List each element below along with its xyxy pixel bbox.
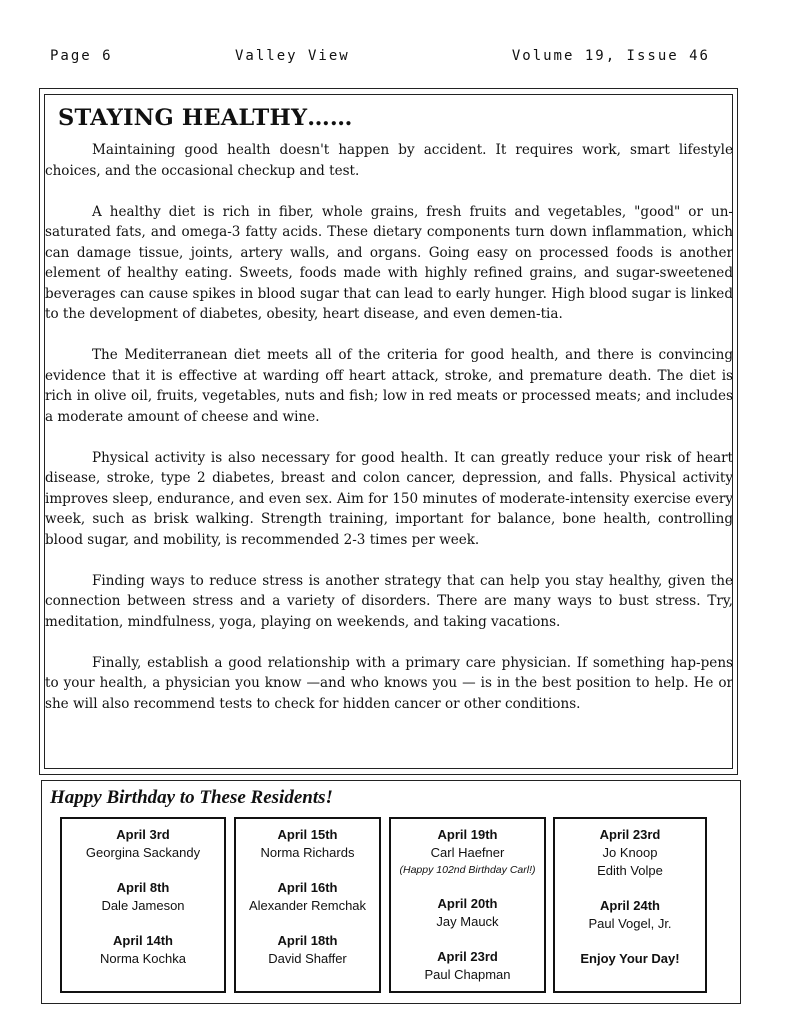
birthday-name: Paul Vogel, Jr. xyxy=(588,916,672,931)
article-paragraph: A healthy diet is rich in fiber, whole grains, fresh fruits and vegetables, "good" or un-saturated fats, and omega-3 fatty acids. These dietary components turn down inflammation, which can damage tissue, joints, artery walls, and organs. Going easy on processed foods is another element of healthy eating. Sweets, foods made with highly refined grains, and sugar-sweetened beverages can cause spikes in blood sugar that can lead to early hunger. High blood sugar is linked to the development of diabetes, obesity, heart disease, and even demen-tia. xyxy=(45,203,733,322)
article-paragraph: Finding ways to reduce stress is another strategy that can help you stay healthy, given the connection between stress and a variety of disorders. There are many ways to bust stress. Try, meditation, mindfulness, yoga, playing on weekends, and taking vacations. xyxy=(45,572,733,630)
article-paragraph: Maintaining good health doesn't happen by accident. It requires work, smart lifestyle choices, and the occasional checkup and test. xyxy=(45,142,733,179)
birthday-name: Jo Knoop xyxy=(602,845,658,860)
birthday-name: Georgina Sackandy xyxy=(85,845,201,860)
birthday-date: April 23rd xyxy=(437,949,498,964)
article-body xyxy=(45,140,733,735)
birthday-name: Carl Haefner xyxy=(430,845,505,860)
birthday-date: April 23rd xyxy=(599,827,661,842)
birthday-name: Norma Richards xyxy=(260,845,355,860)
birthday-box-2 xyxy=(234,817,381,993)
birthday-name: David Shaffer xyxy=(268,951,347,966)
birthday-box-4 xyxy=(553,817,707,993)
birthday-name: Jay Mauck xyxy=(436,914,499,929)
birthday-section-title: Happy Birthday to These Residents! xyxy=(50,787,333,808)
birthday-date: April 15th xyxy=(277,827,338,842)
publication-name: Valley View xyxy=(235,48,350,64)
birthday-date: April 20th xyxy=(437,896,498,911)
birthday-name: Dale Jameson xyxy=(101,898,185,913)
birthday-name: Alexander Remchak xyxy=(248,898,367,913)
birthday-box-1 xyxy=(60,817,226,993)
birthday-name: Norma Kochka xyxy=(100,951,186,966)
birthday-box-3 xyxy=(389,817,546,993)
birthday-date: April 24th xyxy=(600,898,660,913)
birthday-name: Paul Chapman xyxy=(424,967,511,982)
birthday-note: (Happy 102nd Birthday Carl!) xyxy=(399,864,536,876)
birthday-date: April 16th xyxy=(277,880,338,895)
birthday-date: April 18th xyxy=(277,933,338,948)
page-number: Page 6 xyxy=(50,48,113,64)
birthday-date: April 3rd xyxy=(116,827,170,842)
article-paragraph: Physical activity is also necessary for good health. It can greatly reduce your risk of heart disease, stroke, type 2 diabetes, breast and colon cancer, depression, and falls. Physical activity improves sleep, endurance, and even sex. Aim for 150 minutes of moderate-intensity exercise every week, such as brisk walking. Strength training, important for balance, bone health, controlling blood sugar, and mobility, is recommended 2-3 times per week. xyxy=(45,449,733,548)
article-paragraph: The Mediterranean diet meets all of the criteria for good health, and there is convincing evidence that it is effective at warding off heart attack, stroke, and premature death. The diet is rich in olive oil, fruits, vegetables, nuts and fish; low in red meats or processed meats; and includes a moderate amount of cheese and wine. xyxy=(45,347,733,425)
birthday-closing-message: Enjoy Your Day! xyxy=(580,951,680,966)
birthday-name: Edith Volpe xyxy=(597,863,663,878)
article-title: STAYING HEALTHY…… xyxy=(58,105,353,131)
page-header xyxy=(50,48,710,68)
issue-label: Volume 19, Issue 46 xyxy=(511,48,710,64)
birthday-date: April 8th xyxy=(116,880,170,895)
birthday-date: April 19th xyxy=(437,827,498,842)
birthday-date: April 14th xyxy=(113,933,173,948)
article-paragraph: Finally, establish a good relationship with a primary care physician. If something hap-pens to your health, a physician you know —and who knows you — is in the best position to help. He or she will also recommend tests to check for hidden cancer or other conditions. xyxy=(45,654,733,712)
